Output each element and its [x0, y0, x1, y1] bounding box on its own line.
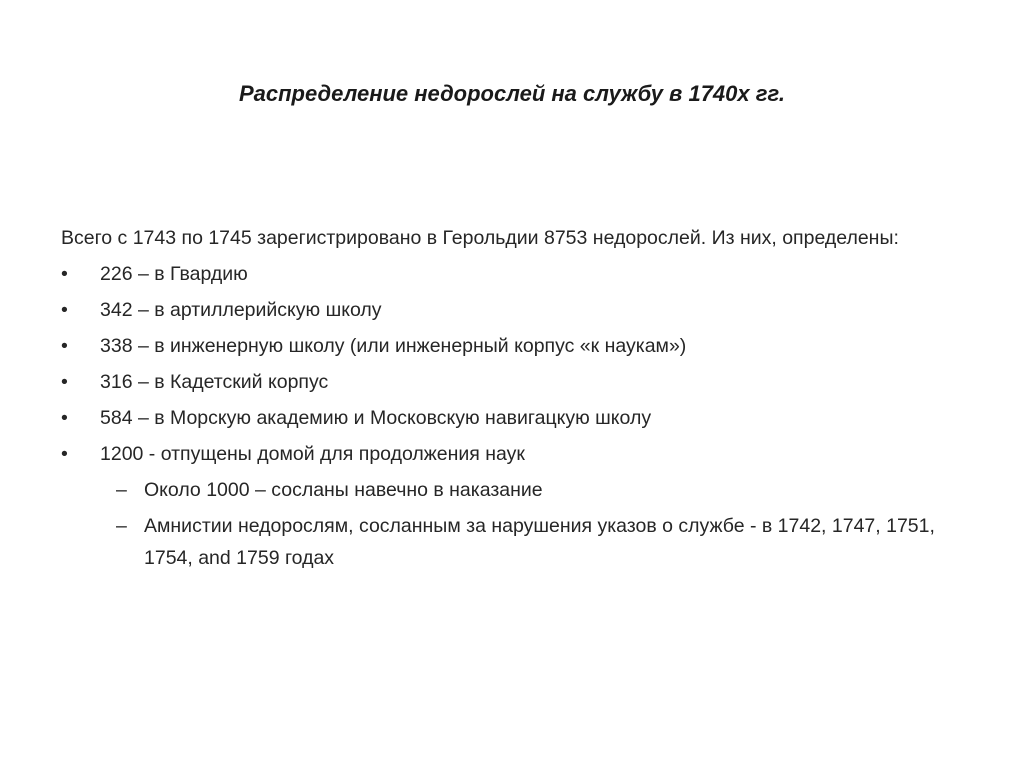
sub-list-item	[100, 474, 971, 506]
list-item-text: 338 – в инженерную школу (или инженерный корпус «к наукам»)	[100, 335, 687, 357]
sub-list-item	[100, 510, 971, 574]
bullet-list	[61, 258, 971, 574]
bullet-icon: •	[61, 407, 68, 429]
sub-list-item-text: Амнистии недорослям, сосланным за нарушения указов о службе - в 1742, 1747, 1751, 1754, and 1759 годах	[144, 515, 935, 569]
bullet-icon: •	[61, 335, 68, 357]
list-item	[61, 330, 971, 362]
intro-paragraph: Всего с 1743 по 1745 зарегистрировано в Герольдии 8753 недорослей. Из них, определены:	[61, 227, 899, 249]
bullet-icon: •	[61, 371, 68, 393]
list-item	[61, 402, 971, 434]
sub-list-item-text: Около 1000 – сосланы навечно в наказание	[144, 479, 543, 501]
bullet-icon: •	[61, 443, 68, 465]
list-item-text: 226 – в Гвардию	[100, 263, 248, 285]
list-item-text: 342 – в артиллерийскую школу	[100, 299, 382, 321]
bullet-icon: •	[61, 299, 68, 321]
dash-icon: –	[116, 479, 127, 501]
list-item-text: 584 – в Морскую академию и Московскую навигацкую школу	[100, 407, 652, 429]
list-item	[61, 258, 971, 290]
list-item-text: 1200 - отпущены домой для продолжения наук	[100, 443, 525, 465]
slide-body	[61, 222, 971, 578]
sub-bullet-list	[100, 474, 971, 574]
bullet-icon: •	[61, 263, 68, 285]
slide-title: Распределение недорослей на службу в 1740х гг.	[238, 81, 786, 106]
list-item	[61, 438, 971, 574]
list-item	[61, 366, 971, 398]
list-item	[61, 294, 971, 326]
list-item-text: 316 – в Кадетский корпус	[100, 371, 329, 393]
dash-icon: –	[116, 515, 127, 537]
